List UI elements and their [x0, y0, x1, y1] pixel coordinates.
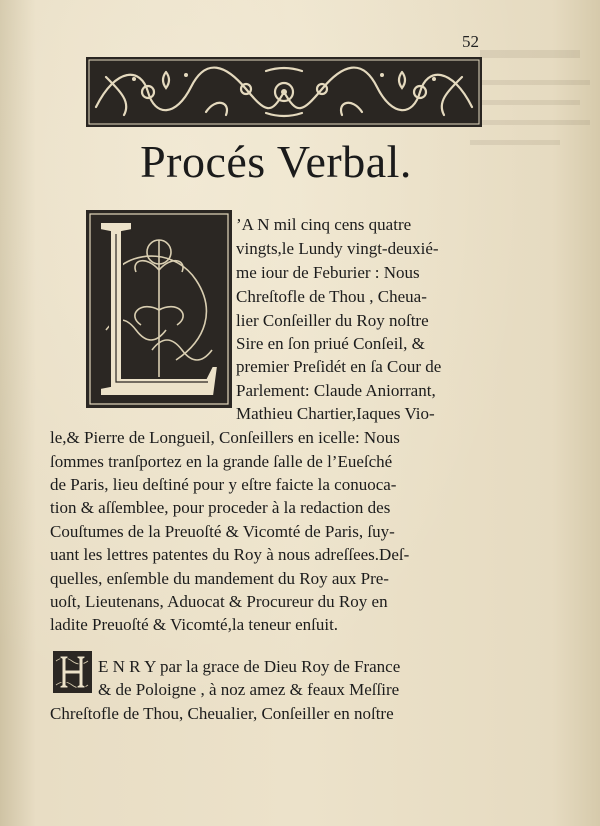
- paragraph1-line-5: lier Conſeiller du Roy noſtre: [236, 311, 429, 330]
- paragraph1-line-3: me iour de Feburier : Nous: [236, 263, 420, 282]
- paragraph1-line-4: Chreſtofle de Thou , Cheua-: [236, 287, 427, 306]
- paragraph1-line-12: de Paris, lieu deſtiné pour y eſtre faicte la conuoca-: [50, 475, 397, 494]
- paragraph1-line-18: ladite Preuoſté & Vicomté,la teneur enſuit.: [50, 615, 339, 634]
- page-title: Procés Verbal.: [140, 136, 412, 187]
- paragraph1-line-11: ſommes tranſportez en la grande ſalle de l’Eueſché: [50, 452, 393, 471]
- paragraph1-line-16: quelles, enſemble du mandement du Roy aux Pre-: [50, 569, 389, 588]
- paragraph1-line-10: le,& Pierre de Longueil, Conſeillers en icelle: Nous: [50, 428, 400, 447]
- paragraph1-line-9: Mathieu Chartier,Iaques Vio-: [236, 404, 435, 423]
- ornamental-headpiece: [86, 57, 482, 127]
- paragraph1-line-14: Couſtumes de la Preuoſté & Vicomté de Paris, ſuy-: [50, 522, 395, 541]
- paragraph1-line-2: vingts,le Lundy vingt-deuxié-: [236, 239, 439, 258]
- paragraph1-line-6: Sire en ſon priué Conſeil, &: [236, 334, 425, 353]
- paragraph1-line-1: ’A N mil cinq cens quatre: [236, 215, 412, 234]
- paragraph2-line-1: E N R Y par la grace de Dieu Roy de France: [98, 657, 401, 676]
- paragraph1-line-13: tion & aſſemblee, pour proceder à la redaction des: [50, 498, 391, 517]
- paragraph1-line-7: premier Preſidét en ſa Cour de: [236, 357, 442, 376]
- paragraph1-line-17: uoſt, Lieutenans, Aduocat & Procureur du Roy en: [50, 592, 388, 611]
- page-number: 52: [462, 32, 479, 51]
- paragraph2-line-3: Chreſtofle de Thou, Cheualier, Conſeiller en noſtre: [50, 704, 394, 723]
- paragraph2-line-2: & de Poloigne , à noz amez & feaux Meſſire: [98, 680, 400, 699]
- woodcut-initial-l: [86, 210, 232, 408]
- paragraph1-line-15: uant les lettres patentes du Roy à nous adreſſees.Deſ-: [50, 545, 410, 564]
- paragraph1-line-8: Parlement: Claude Aniorrant,: [236, 381, 436, 400]
- woodcut-initial-h: [53, 651, 92, 693]
